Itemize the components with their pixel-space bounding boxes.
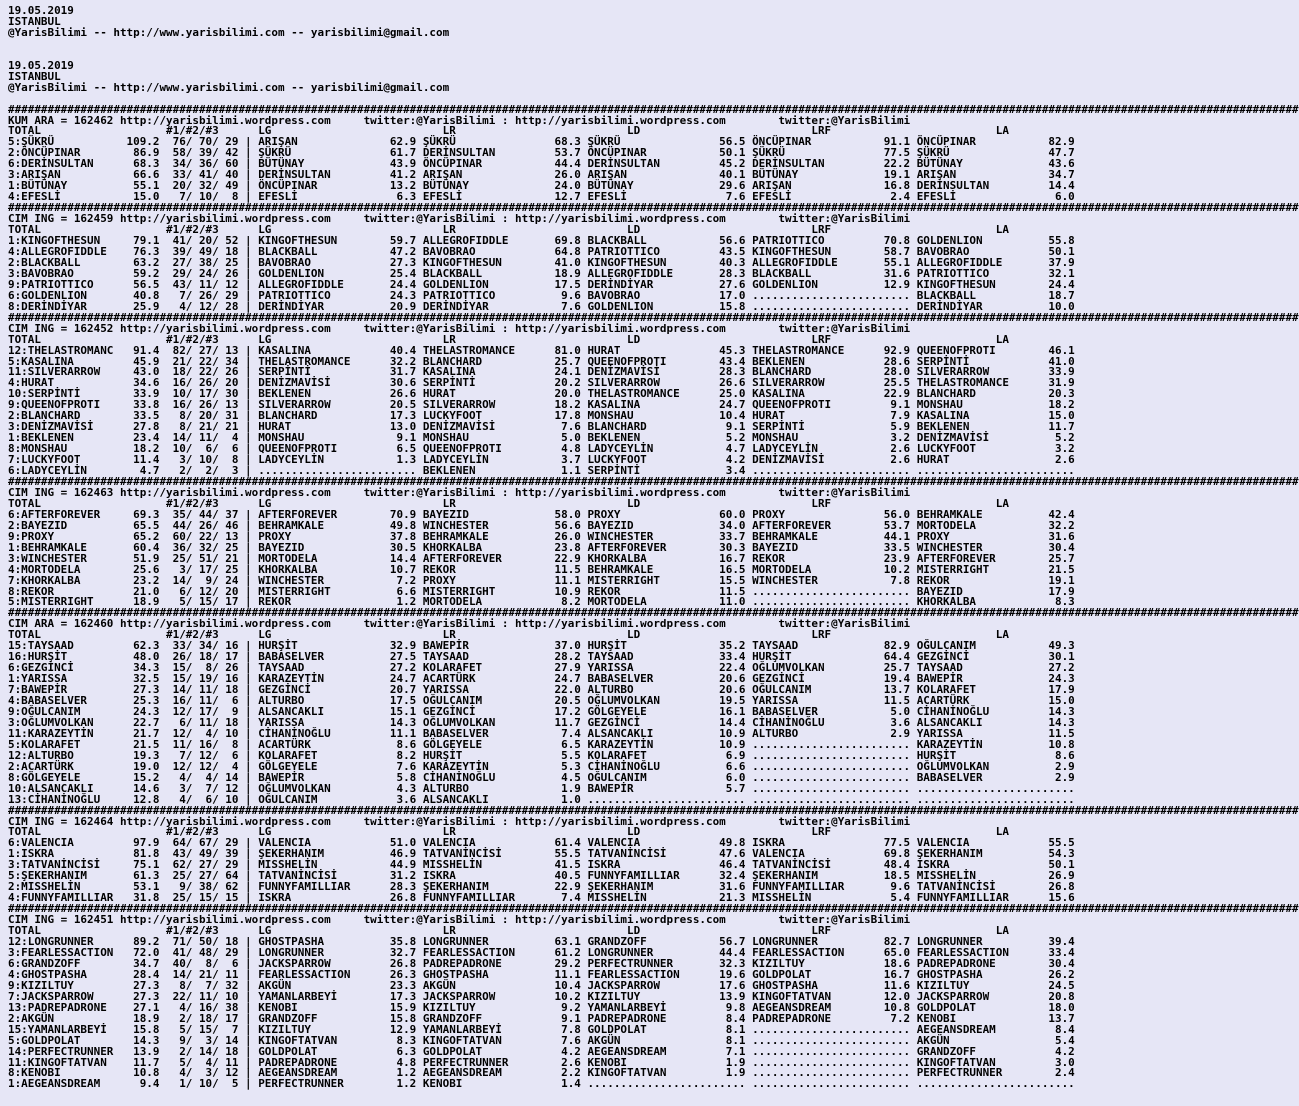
table-row: 6:DERİNSULTAN 68.3 34/ 36/ 60 | BÜTÜNAY 43.9 ÖNCÜPINAR 44.4 DERİNSULTAN 45.2 DERİNSULTAN 22.2 BÜTÜNAY 43.6 [8, 157, 1075, 171]
table-row: 2:ÖNCÜPINAR 86.9 58/ 39/ 42 | ŞÜKRÜ 61.7 DERİNSULTAN 53.7 ÖNCÜPINAR 50.1 ŞÜKRÜ 77.5 ŞÜKRÜ 47.7 [8, 146, 1075, 160]
table-row: 4:EFESLİ 15.0 7/ 10/ 8 | EFESLİ 6.3 EFESLİ 12.7 EFESLİ 7.6 EFESLİ 2.4 EFESLİ 6.0 [8, 190, 1075, 204]
section-separator: #################################################################################################################################################################################################### [8, 201, 1299, 215]
header-line: ISTANBUL [8, 69, 61, 83]
race-title: CIM ING = 162459 http://yarisbilimi.wordpress.com twitter:@YarisBilimi : http://yarisbilimi.wordpress.com twitter:@YarisBilimi [8, 212, 911, 226]
table-row: 7:JACKSPARROW 27.3 22/ 11/ 10 | YAMANLARBEYİ 17.3 JACKSPARROW 10.2 KIZILTUY 13.9 KINGOFTATVAN 12.0 JACKSPARROW 20.8 [8, 989, 1075, 1003]
table-row: 5:ŞEKERHANIM 61.3 25/ 27/ 64 | TATVANİNCİSİ 31.2 ISKRA 40.5 FUNNYFAMILLIAR 32.4 ŞEKERHANIM 18.5 MISSHELİN 26.9 [8, 869, 1075, 883]
table-row: 1:BEHRAMKALE 60.4 36/ 32/ 25 | BAYEZID 30.5 KHORKALBA 23.8 AFTERFOREVER 30.3 BAYEZID 33.5 WINCHESTER 30.4 [8, 540, 1075, 554]
table-row: 12:THELASTROMANC 91.4 82/ 27/ 13 | KASALINA 40.4 THELASTROMANCE 81.0 HURAT 45.3 THELASTROMANCE 92.9 QUEENOFPROTI 46.1 [8, 343, 1075, 357]
table-row: 7:KHORKALBA 23.2 14/ 9/ 24 | WINCHESTER 7.2 PROXY 11.1 MISTERRIGHT 15.5 WINCHESTER 7.8 REKOR 19.1 [8, 573, 1075, 587]
race-title: CIM ING = 162464 http://yarisbilimi.wordpress.com twitter:@YarisBilimi : http://yarisbilimi.wordpress.com twitter:@YarisBilimi [8, 814, 911, 828]
table-row: 6:VALENCIA 97.9 64/ 67/ 29 | VALENCIA 51.0 VALENCIA 61.4 VALENCIA 49.8 ISKRA 77.5 VALENCIA 55.5 [8, 836, 1075, 850]
table-row: 7:BAWEPİR 27.3 14/ 11/ 18 | GEZGİNCİ 20.7 YARISSA 22.0 ALTURBO 20.6 OĞULCANIM 13.7 KOLARAFET 17.9 [8, 683, 1075, 697]
report-date: 19.05.2019 [8, 4, 74, 17]
column-headers: TOTAL #1/#2/#3 LG LR LD LRF LA [8, 332, 1009, 346]
table-row: 2:BAYEZID 65.5 44/ 26/ 46 | BEHRAMKALE 49.8 WINCHESTER 56.6 BAYEZID 34.0 AFTERFOREVER 53.7 MORTODELA 32.2 [8, 518, 1075, 532]
table-row: 6:AFTERFOREVER 69.3 35/ 44/ 37 | AFTERFOREVER 70.9 BAYEZID 58.0 PROXY 60.0 PROXY 56.0 BEHRAMKALE 42.4 [8, 507, 1075, 521]
table-row: 6:GEZGİNCİ 34.3 15/ 8/ 26 | TAYSAAD 27.2 KOLARAFET 27.9 YARISSA 22.4 OĞLUMVOLKAN 25.7 TAYSAAD 27.2 [8, 661, 1075, 675]
table-row: 8:REKOR 21.0 6/ 12/ 20 | MISTERRIGHT 6.6 MISTERRIGHT 10.9 REKOR 11.5 ........................ BAYEZID 17.9 [8, 584, 1075, 598]
table-row: 10:ALSANCAKLI 14.6 3/ 7/ 12 | OĞLUMVOLKAN 4.3 ALTURBO 1.9 BAWEPİR 5.7 ........................ ........................ [8, 781, 1075, 795]
column-headers: TOTAL #1/#2/#3 LG LR LD LRF LA [8, 825, 1009, 839]
race-title: CIM ING = 162463 http://yarisbilimi.wordpress.com twitter:@YarisBilimi : http://yarisbilimi.wordpress.com twitter:@YarisBilimi [8, 485, 911, 499]
section-separator: #################################################################################################################################################################################################### [8, 902, 1299, 916]
table-row: 3:TATVANİNCİSİ 75.1 62/ 27/ 29 | MISSHELİN 44.9 MISSHELİN 41.5 ISKRA 46.4 TATVANİNCİSİ 48.4 ISKRA 50.1 [8, 858, 1075, 872]
section-separator: #################################################################################################################################################################################################### [8, 310, 1299, 324]
table-row: 1:KINGOFTHESUN 79.1 41/ 20/ 52 | KINGOFTHESUN 59.7 ALLEGROFIDDLE 69.8 BLACKBALL 56.6 PATRIOTTICO 70.8 GOLDENLION 55.8 [8, 234, 1075, 248]
table-row: 8:KENOBI 10.8 4/ 3/ 12 | AEGEANSDREAM 1.2 AEGEANSDREAM 2.2 KINGOFTATVAN 1.9 ........................ PERFECTRUNNER 2.4 [8, 1066, 1075, 1080]
table-row: 2:MISSHELİN 53.1 9/ 38/ 62 | FUNNYFAMILLIAR 28.3 ŞEKERHANIM 22.9 ŞEKERHANIM 31.6 FUNNYFAMILLIAR 9.6 TATVANİNCİSİ 26.8 [8, 880, 1075, 894]
table-row: 1:YARISSA 32.5 15/ 19/ 16 | KARAZEYTİN 24.7 ACARTÜRK 24.7 BABASELVER 20.6 GEZGİNCİ 19.4 BAWEPİR 24.3 [8, 672, 1075, 686]
column-headers: TOTAL #1/#2/#3 LG LR LD LRF LA [8, 924, 1009, 938]
table-row: 8:MONSHAU 18.2 10/ 6/ 6 | QUEENOFPROTI 6.5 QUEENOFPROTI 4.8 LADYCEYLİN 4.7 LADYCEYLİN 2.6 LUCKYFOOT 3.2 [8, 442, 1075, 456]
table-row: 4:MORTODELA 25.6 3/ 17/ 25 | KHORKALBA 10.7 REKOR 11.5 BEHRAMKALE 16.5 MORTODELA 10.2 MISTERRIGHT 21.5 [8, 562, 1075, 576]
table-row: 3:BAVOBRAO 59.2 29/ 24/ 26 | GOLDENLION 25.4 BLACKBALL 18.9 ALLEGROFIDDLE 28.3 BLACKBALL 31.6 PATRIOTTICO 32.1 [8, 266, 1075, 280]
table-row: 1:AEGEANSDREAM 9.4 1/ 10/ 5 | PERFECTRUNNER 1.2 KENOBI 1.4 ........................ ........................ ........................ [8, 1077, 1075, 1091]
table-row: 15:YAMANLARBEYİ 15.8 5/ 15/ 7 | KIZILTUY 12.9 YAMANLARBEYİ 7.8 GOLDPOLAT 8.1 ........................ AEGEANSDREAM 8.4 [8, 1022, 1075, 1036]
header-line: @YarisBilimi -- http://www.yarisbilimi.com -- yarisbilimi@gmail.com [8, 80, 450, 94]
table-row: 11:KINGOFTATVAN 11.7 5/ 4/ 11 | PADREPADRONE 4.8 PERFECTRUNNER 2.6 KENOBI 1.9 ........................ KINGOFTATVAN 3.0 [8, 1055, 1075, 1069]
table-row: 5:ŞÜKRÜ 109.2 76/ 70/ 29 | ARIŞAN 62.9 ŞÜKRÜ 68.3 ŞÜKRÜ 56.5 ÖNCÜPINAR 91.1 ÖNCÜPINAR 82.9 [8, 135, 1075, 149]
table-row: 5:KASALINA 45.9 21/ 22/ 34 | THELASTROMANCE 32.2 BLANCHARD 25.7 QUEENOFPROTI 43.4 BEKLENEN 28.6 SERPİNTİ 41.0 [8, 354, 1075, 368]
table-row: 5:MISTERRIGHT 18.9 5/ 15/ 17 | REKOR 1.2 MORTODELA 8.2 MORTODELA 11.0 ........................ KHORKALBA 8.3 [8, 595, 1075, 609]
table-row: 4:FUNNYFAMILLIAR 31.8 25/ 15/ 15 | ISKRA 26.8 FUNNYFAMILLIAR 7.4 MISSHELİN 21.3 MISSHELİN 5.4 FUNNYFAMILLIAR 15.6 [8, 891, 1075, 905]
table-row: 11:SILVERARROW 43.0 18/ 22/ 26 | SERPİNTİ 31.7 KASALINA 24.1 DENİZMAVİSİ 28.3 BLANCHARD 28.0 SILVERARROW 33.9 [8, 365, 1075, 379]
race-title: CIM ING = 162452 http://yarisbilimi.wordpress.com twitter:@YarisBilimi : http://yarisbilimi.wordpress.com twitter:@YarisBilimi [8, 321, 911, 335]
table-row: 1:ISKRA 81.8 43/ 49/ 39 | ŞEKERHANIM 46.9 TATVANİNCİSİ 55.5 TATVANİNCİSİ 47.6 VALENCIA 69.8 ŞEKERHANIM 54.3 [8, 847, 1075, 861]
table-row: 7:LUCKYFOOT 11.4 3/ 10/ 8 | LADYCEYLİN 1.3 LADYCEYLİN 3.7 LUCKYFOOT 4.2 DENİZMAVİSİ 2.6 HURAT 2.6 [8, 453, 1075, 467]
table-row: 1:BÜTÜNAY 55.1 20/ 32/ 49 | ÖNCÜPINAR 13.2 BÜTÜNAY 24.0 BÜTÜNAY 29.6 ARIŞAN 16.8 DERİNSULTAN 14.4 [8, 179, 1075, 193]
column-headers: TOTAL #1/#2/#3 LG LR LD LRF LA [8, 223, 1009, 237]
report-date: 19.05.2019 [8, 58, 74, 72]
table-row: 16:HURŞİT 48.0 26/ 18/ 17 | BABASELVER 27.5 TAYSAAD 28.2 TAYSAAD 33.4 HURŞİT 64.4 GEZGİNCİ 30.1 [8, 650, 1075, 664]
section-separator: #################################################################################################################################################################################################### [8, 474, 1299, 488]
table-row: 11:KARAZEYTİN 21.7 12/ 4/ 10 | CİHANİNOĞLU 11.1 BABASELVER 7.4 ALSANCAKLI 10.9 ALTURBO 2.9 YARISSA 11.5 [8, 726, 1075, 740]
table-row: 9:KIZILTUY 27.3 8/ 7/ 32 | AKGÜN 23.3 AKGÜN 10.4 JACKSPARROW 17.6 GHOSTPASHA 11.6 KIZILTUY 24.5 [8, 978, 1075, 992]
table-row: 15:TAYSAAD 62.3 33/ 34/ 16 | HURŞİT 32.9 BAWEPİR 37.0 HURŞİT 35.2 TAYSAAD 82.9 OĞULCANIM 49.3 [8, 639, 1075, 653]
table-row: 5:KOLARAFET 21.5 11/ 16/ 8 | ACARTÜRK 8.6 GÖLGEYELE 6.5 KARAZEYTİN 10.9 ........................ KARAZEYTİN 10.8 [8, 737, 1075, 751]
table-row: 3:WINCHESTER 51.9 25/ 51/ 21 | MORTODELA 14.4 AFTERFOREVER 22.9 KHORKALBA 16.7 REKOR 23.9 AFTERFOREVER 25.7 [8, 551, 1075, 565]
section-separator: #################################################################################################################################################################################################### [8, 102, 1299, 116]
table-row: 6:LADYCEYLİN 4.7 2/ 2/ 3 | ........................ BEKLENEN 1.1 SERPİNTİ 3.4 ........................ ........................ [8, 464, 1075, 478]
table-row: 9:PROXY 65.2 60/ 22/ 13 | PROXY 37.8 BEHRAMKALE 26.0 WINCHESTER 33.7 BEHRAMKALE 44.1 PROXY 31.6 [8, 529, 1075, 543]
table-row: 5:GOLDPOLAT 14.3 9/ 3/ 14 | KINGOFTATVAN 8.3 KINGOFTATVAN 7.6 AKGÜN 8.1 ........................ AKGÜN 5.4 [8, 1033, 1075, 1047]
table-row: 2:AKGÜN 18.9 2/ 18/ 17 | GRANDZOFF 15.8 GRANDZOFF 9.1 PADREPADRONE 8.4 PADREPADRONE 7.2 KENOBI 13.7 [8, 1011, 1075, 1025]
table-row: 1:BEKLENEN 23.4 14/ 11/ 4 | MONSHAU 9.1 MONSHAU 5.0 BEKLENEN 5.2 MONSHAU 3.2 DENİZMAVİSİ 5.2 [8, 431, 1075, 445]
table-row: 3:DENİZMAVİSİ 27.8 8/ 21/ 21 | HURAT 13.0 DENİZMAVİSİ 7.6 BLANCHARD 9.1 SERPİNTİ 5.9 BEKLENEN 11.7 [8, 420, 1075, 434]
table-row: 10:SERPİNTİ 33.9 10/ 17/ 30 | BEKLENEN 26.6 HURAT 20.0 THELASTROMANCE 25.0 KASALINA 22.9 BLANCHARD 20.3 [8, 387, 1075, 401]
table-row: 6:GRANDZOFF 34.7 40/ 8/ 6 | JACKSPARROW 26.8 PADREPADRONE 29.2 PERFECTRUNNER 32.3 KIZILTUY 18.6 PADREPADRONE 30.4 [8, 956, 1075, 970]
race-title: CIM ARA = 162460 http://yarisbilimi.wordpress.com twitter:@YarisBilimi : http://yarisbilimi.wordpress.com twitter:@YarisBilimi [8, 617, 911, 631]
table-row: 4:BABASELVER 25.3 16/ 11/ 6 | ALTURBO 17.5 OĞULCANIM 20.5 OĞLUMVOLKAN 19.5 YARISSA 11.5 ACARTÜRK 15.0 [8, 694, 1075, 708]
header-line: ISTANBUL [8, 14, 61, 28]
race-title: CIM ING = 162451 http://yarisbilimi.wordpress.com twitter:@YarisBilimi : http://yarisbilimi.wordpress.com twitter:@YarisBilimi [8, 913, 911, 927]
table-row: 14:PERFECTRUNNER 13.9 2/ 14/ 18 | GOLDPOLAT 6.3 GOLDPOLAT 4.2 AEGEANSDREAM 7.1 ........................ GRANDZOFF 4.2 [8, 1044, 1075, 1058]
column-headers: TOTAL #1/#2/#3 LG LR LD LRF LA [8, 124, 1009, 138]
section-separator: #################################################################################################################################################################################################### [8, 803, 1299, 817]
column-headers: TOTAL #1/#2/#3 LG LR LD LRF LA [8, 628, 1009, 642]
header-line: @YarisBilimi -- http://www.yarisbilimi.com -- yarisbilimi@gmail.com [8, 25, 450, 39]
table-row: 4:GHOSTPASHA 28.4 14/ 21/ 11 | FEARLESSACTION 26.3 GHOSTPASHA 11.1 FEARLESSACTION 19.6 GOLDPOLAT 16.7 GHOSTPASHA 26.2 [8, 967, 1075, 981]
table-row: 12:LONGRUNNER 89.2 71/ 50/ 18 | GHOSTPASHA 35.8 LONGRUNNER 63.1 GRANDZOFF 56.7 LONGRUNNER 82.7 LONGRUNNER 39.4 [8, 935, 1075, 949]
table-row: 9:PATRIOTTICO 56.5 43/ 11/ 12 | ALLEGROFIDDLE 24.4 GOLDENLION 17.5 DERİNDİYAR 27.6 GOLDENLION 12.9 KINGOFTHESUN 24.4 [8, 277, 1075, 291]
table-row: 12:ALTURBO 19.3 7/ 12/ 6 | KOLARAFET 8.2 HURŞİT 5.5 KOLARAFET 6.9 ........................ HURŞİT 8.6 [8, 748, 1075, 762]
table-row: 4:ALLEGROFIDDLE 76.3 39/ 49/ 18 | BLACKBALL 47.2 BAVOBRAO 64.8 PATRIOTTICO 43.5 KINGOFTHESUN 58.7 BAVOBRAO 50.1 [8, 244, 1075, 258]
table-row: 2:ACARTÜRK 19.0 12/ 12/ 4 | GÖLGEYELE 7.6 KARAZEYTİN 5.3 CİHANİNOĞLU 6.6 ........................ OĞLUMVOLKAN 2.9 [8, 759, 1075, 773]
table-row: 3:OĞLUMVOLKAN 22.7 6/ 11/ 18 | YARISSA 14.3 OĞLUMVOLKAN 11.7 GEZGİNCİ 14.4 CİHANİNOĞLU 3.6 ALSANCAKLI 14.3 [8, 715, 1075, 729]
table-row: 6:GOLDENLION 40.8 7/ 26/ 29 | PATRIOTTICO 24.3 PATRIOTTICO 9.6 BAVOBRAO 17.0 ........................ BLACKBALL 18.7 [8, 288, 1075, 302]
table-row: 9:QUEENOFPROTI 33.8 16/ 26/ 13 | SILVERARROW 20.5 SILVERARROW 18.2 KASALINA 24.7 QUEENOFPROTI 9.1 MONSHAU 18.2 [8, 398, 1075, 412]
table-row: 13:PADREPADRONE 27.1 4/ 16/ 38 | KENOBI 15.9 KIZILTUY 9.2 YAMANLARBEYİ 9.8 AEGEANSDREAM 10.8 GOLDPOLAT 18.0 [8, 1000, 1075, 1014]
section-separator: #################################################################################################################################################################################################### [8, 606, 1299, 620]
table-row: 2:BLACKBALL 63.2 27/ 38/ 25 | BAVOBRAO 27.3 KINGOFTHESUN 41.0 KINGOFTHESUN 40.3 ALLEGROFIDDLE 55.1 ALLEGROFIDDLE 37.9 [8, 255, 1075, 269]
table-row: 4:HURAT 34.6 16/ 26/ 20 | DENİZMAVİSİ 30.6 SERPİNTİ 20.2 SILVERARROW 26.6 SILVERARROW 25.5 THELASTROMANCE 31.9 [8, 376, 1075, 390]
table-row: 13:CİHANİNOĞLU 12.8 4/ 6/ 10 | OĞULCANIM 3.6 ALSANCAKLI 1.0 ........................ ........................ ........................ [8, 792, 1075, 806]
table-row: 3:ARIŞAN 66.6 33/ 41/ 40 | DERİNSULTAN 41.2 ARIŞAN 26.0 ARIŞAN 40.1 BÜTÜNAY 19.1 ARIŞAN 34.7 [8, 168, 1075, 182]
column-headers: TOTAL #1/#2/#3 LG LR LD LRF LA [8, 496, 1009, 510]
table-row: 9:OĞULCANIM 24.3 12/ 17/ 9 | ALSANCAKLI 15.1 GEZGİNCİ 17.2 GÖLGEYELE 16.1 BABASELVER 5.0 CİHANİNOĞLU 14.3 [8, 705, 1075, 718]
table-row: 8:GÖLGEYELE 15.2 4/ 4/ 14 | BAWEPİR 5.8 CİHANİNOĞLU 4.5 OĞULCANIM 6.0 ........................ BABASELVER 2.9 [8, 770, 1075, 784]
table-row: 3:FEARLESSACTION 72.0 41/ 48/ 29 | LONGRUNNER 32.7 FEARLESSACTION 61.2 LONGRUNNER 44.4 FEARLESSACTION 65.0 FEARLESSACTION 33.4 [8, 945, 1075, 959]
race-title: KUM ARA = 162462 http://yarisbilimi.wordpress.com twitter:@YarisBilimi : http://yarisbilimi.wordpress.com twitter:@YarisBilimi [8, 113, 911, 127]
table-row: 2:BLANCHARD 33.5 8/ 20/ 31 | BLANCHARD 17.3 LUCKYFOOT 17.8 MONSHAU 10.4 HURAT 7.9 KASALINA 15.0 [8, 409, 1075, 423]
table-row: 8:DERİNDİYAR 25.9 4/ 12/ 28 | DERİNDİYAR 20.9 DERİNDİYAR 7.6 GOLDENLION 15.8 ........................ DERİNDİYAR 10.0 [8, 299, 1075, 313]
